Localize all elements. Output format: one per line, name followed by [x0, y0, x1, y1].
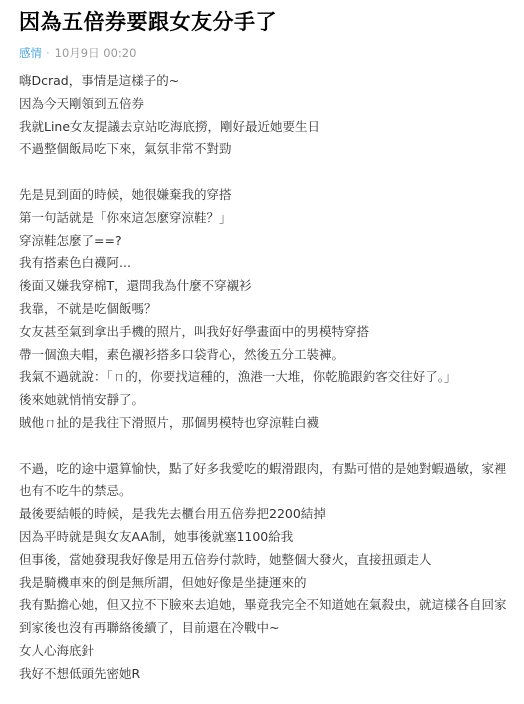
- content-line: 我就Line女友提議去京站吃海底撈，剛好最近她要生日: [19, 118, 321, 134]
- content-line: 我靠，不就是吃個飯嗎？: [19, 300, 157, 316]
- post-date: 10月9日 00:20: [54, 46, 137, 60]
- content-line: 我有點擔心她，但又拉不下臉來去追她，畢竟我完全不知道她在氣殺虫，就這樣各自回家: [19, 597, 507, 613]
- content-line: 後來她就悄悄安靜了。: [19, 392, 145, 408]
- post-body: [19, 70, 515, 686]
- content-line: 因為今天剛領到五倍券: [19, 95, 145, 111]
- content-line: 我好不想低頭先密她R: [19, 665, 141, 681]
- content-line: 嗨Dcrad，事情是這樣子的~: [19, 73, 180, 88]
- paragraph-break: [19, 435, 515, 458]
- content-line: 帶一個漁夫帽，素色襯衫搭多口袋背心，然後五分工裝褲。: [19, 346, 345, 362]
- post-meta: [19, 45, 136, 61]
- content-line: 最後要結帳的時候，是我先去櫃台用五倍券把2200結掉: [19, 506, 326, 522]
- content-line: 不過，吃的途中還算愉快，點了好多我愛吃的蝦滑跟肉，有點可惜的是她對蝦過敏，家裡也有不吃牛的禁忌。: [19, 460, 507, 499]
- content-line: 我是騎機車來的倒是無所謂，但她好像是坐捷運來的: [19, 574, 307, 590]
- content-line: 女人心海底針: [19, 642, 95, 658]
- content-line: 後面又嫌我穿棉T，還問我為什麼不穿襯衫: [19, 278, 252, 294]
- board-link[interactable]: 感情: [19, 46, 42, 60]
- content-line: 因為平時就是與女友AA制，她事後就塞1100給我: [19, 528, 294, 544]
- content-line: 女友甚至氣到拿出手機的照片，叫我好好學畫面中的男模特穿搭: [19, 323, 370, 339]
- content-line: 我氣不過就說：「ㄇ的，你要找這種的，漁港一大堆，你乾脆跟釣客交往好了。」: [19, 369, 457, 385]
- content-line: 穿涼鞋怎麼了==?: [19, 232, 122, 248]
- meta-separator: ·: [46, 46, 50, 60]
- content-line: 不過整個飯局吃下來，氣氛非常不對勁: [19, 141, 232, 157]
- paragraph-break: [19, 161, 515, 184]
- content-line: 先是見到面的時候，她很嫌棄我的穿搭: [19, 186, 232, 202]
- content-line: 但事後，當她發現我好像是用五倍券付款時，她整個大發火，直接扭頭走人: [19, 551, 432, 567]
- content-line: 到家後也沒有再聯絡後續了，目前還在冷戰中~: [19, 620, 280, 636]
- content-line: 第一句話就是「你來這怎麼穿涼鞋？」: [19, 209, 232, 225]
- content-line: 我有搭素色白襪阿...: [19, 255, 131, 271]
- content-line: 賊他ㄇ扯的是我往下滑照片，那個男模特也穿涼鞋白襪: [19, 414, 320, 430]
- post-title: 因為五倍券要跟女友分手了: [19, 10, 277, 34]
